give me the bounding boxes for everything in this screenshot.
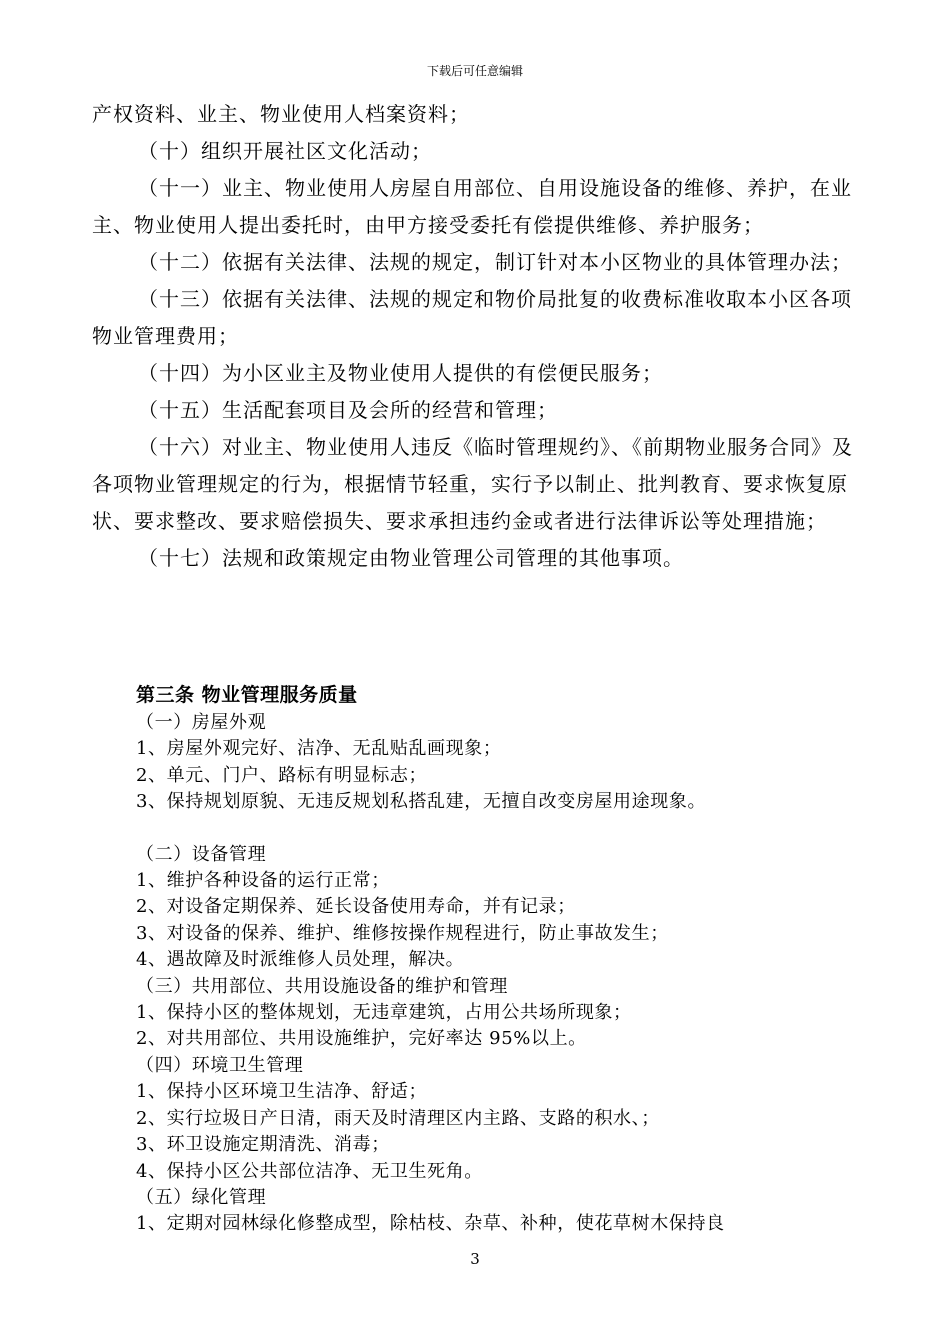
page-header: 下载后可任意编辑 xyxy=(426,64,523,78)
subsection-heading: （一）房屋外观 xyxy=(136,712,267,733)
paragraph-item-15: （十五）生活配套项目及会所的经营和管理； xyxy=(138,398,558,422)
list-item: 2、对设备定期保养、延长设备使用寿命，并有记录； xyxy=(136,896,576,918)
list-item: 4、保持小区公共部位洁净、无卫生死角。 xyxy=(136,1160,483,1182)
section-title: 第三条 物业管理服务质量 xyxy=(136,684,358,706)
paragraph-item-11: （十一）业主、物业使用人房屋自用部位、自用设施设备的维修、养护，在业主、物业使用人提出委托时，由甲方接受委托有偿提供维修、养护服务； xyxy=(92,176,852,237)
list-item: 3、对设备的保养、维护、维修按操作规程进行，防止事故发生； xyxy=(136,922,669,944)
list-item: 1、维护各种设备的运行正常； xyxy=(136,870,390,892)
list-item: 1、保持小区环境卫生洁净、舒适； xyxy=(136,1081,428,1103)
list-item: 3、环卫设施定期清洗、消毒； xyxy=(136,1134,390,1156)
paragraph-item-12: （十二）依据有关法律、法规的规定，制订针对本小区物业的具体管理办法； xyxy=(138,250,852,274)
subsection-heading: （二）设备管理 xyxy=(136,843,267,865)
paragraph-item-13: （十三）依据有关法律、法规的规定和物价局批复的收费标准收取本小区各项物业管理费用； xyxy=(92,287,852,348)
subsection-heading: （三）共用部位、共用设施设备的维护和管理 xyxy=(136,975,508,997)
subsection-heading: （五）绿化管理 xyxy=(136,1186,267,1208)
page-number: 3 xyxy=(470,1250,480,1268)
subsection-heading: （四）环境卫生管理 xyxy=(136,1054,304,1076)
paragraph-item-10: （十）组织开展社区文化活动； xyxy=(138,139,432,163)
list-item: 2、单元、门户、路标有明显标志； xyxy=(136,764,428,786)
paragraph-item-17: （十七）法规和政策规定由物业管理公司管理的其他事项。 xyxy=(138,546,684,570)
paragraph-item-16: （十六）对业主、物业使用人违反《临时管理规约》、《前期物业服务合同》及各项物业管理规定的行为，根据情节轻重，实行予以制止、批判教育、要求恢复原状、要求整改、要求赔偿损失、要求承担违约金或者进行法律诉讼等处理措施； xyxy=(92,435,853,533)
list-item: 1、房屋外观完好、洁净、无乱贴乱画现象； xyxy=(136,738,502,760)
quality-section xyxy=(92,680,862,1238)
list-item: 2、实行垃圾日产日清，雨天及时清理区内主路、支路的积水、； xyxy=(136,1107,660,1129)
section-lines xyxy=(92,710,862,1238)
paragraph-item-14: （十四）为小区业主及物业使用人提供的有偿便民服务； xyxy=(138,361,663,385)
list-item: 1、保持小区的整体规划，无违章建筑，占用公共场所现象； xyxy=(136,1002,632,1024)
body-text xyxy=(92,96,862,577)
list-item: 3、保持规划原貌、无违反规划私搭乱建，无擅自改变房屋用途现象。 xyxy=(136,791,707,813)
paragraph-continuation: 产权资料、业主、物业使用人档案资料； xyxy=(92,102,470,126)
list-item: 1、定期对园林绿化修整成型，除枯枝、杂草、补种，使花草树木保持良 xyxy=(136,1213,725,1235)
list-item: 4、遇故障及时派维修人员处理，解决。 xyxy=(136,949,465,971)
list-item: 2、对共用部位、共用设施维护，完好率达 95%以上。 xyxy=(136,1028,587,1050)
